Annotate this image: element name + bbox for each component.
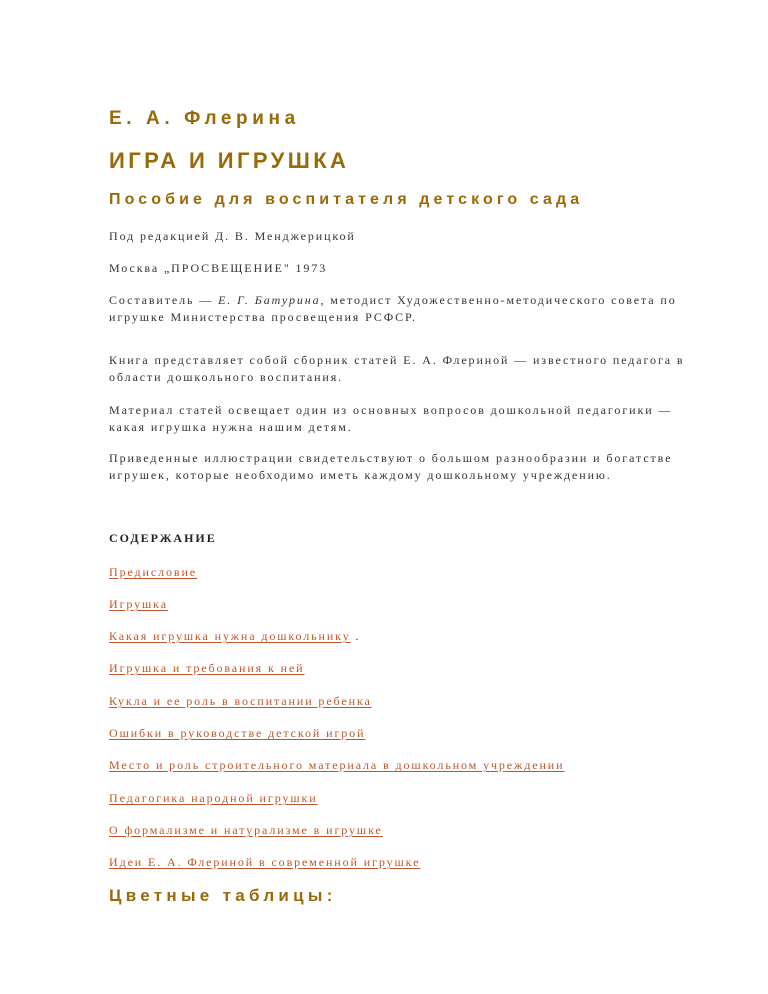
toc-link-requirements[interactable]: Игрушка и требования к ней <box>109 661 305 675</box>
toc-item <box>109 661 305 676</box>
toc-item <box>109 726 365 741</box>
compiler-prefix: Составитель — <box>109 293 219 307</box>
color-tables-heading: Цветные таблицы: <box>109 886 337 905</box>
annotation-paragraph: Приведенные иллюстрации свидетельствуют о большом разнообразии и богатстве игрушек, которые необходимо иметь каждому дошкольному учреждению. <box>109 451 673 482</box>
toc-item-suffix: . <box>350 629 361 643</box>
toc-link-ideas[interactable]: Идеи Е. А. Флериной в современной игрушке <box>109 855 421 869</box>
toc-link-formalism[interactable]: О формализме и натурализме в игрушке <box>109 823 383 837</box>
toc-link-building-material[interactable]: Место и роль строительного материала в дошкольном учреждении <box>109 758 565 772</box>
toc-item <box>109 758 564 773</box>
editor-line: Под редакцией Д. В. Менджерицкой <box>109 229 356 243</box>
toc-link-doll[interactable]: Кукла и ее роль в воспитании ребенка <box>109 694 372 708</box>
compiler-suffix: методист Художественно-методического совета по игрушке Министерства просвещения РСФСР. <box>109 293 677 324</box>
author-name: Е. А. Флерина <box>109 108 300 129</box>
toc-link-preface[interactable]: Предисловие <box>109 565 197 579</box>
toc-item <box>109 565 197 580</box>
book-title: ИГРА И ИГРУШКА <box>109 148 350 173</box>
toc-link-which-toy[interactable]: Какая игрушка нужна дошкольнику <box>109 629 351 643</box>
toc-link-toy[interactable]: Игрушка <box>109 597 168 611</box>
toc-item <box>109 597 168 612</box>
annotation-paragraph: Книга представляет собой сборник статей Е. А. Флериной — известного педагога в области дошкольного воспитания. <box>109 353 685 384</box>
toc-link-mistakes[interactable]: Ошибки в руководстве детской игрой <box>109 726 366 740</box>
toc-item <box>109 694 372 709</box>
toc-item <box>109 823 383 838</box>
book-subtitle: Пособие для воспитателя детского сада <box>109 191 584 208</box>
toc-heading: СОДЕРЖАНИЕ <box>109 531 217 545</box>
toc-item <box>109 629 360 644</box>
toc-item <box>109 791 318 806</box>
publisher-line: Москва „ПРОСВЕЩЕНИЕ" 1973 <box>109 261 328 275</box>
compiler-paragraph <box>109 292 709 326</box>
annotation-paragraph: Материал статей освещает один из основных вопросов дошкольной педагогики — какая игрушка нужна нашим детям. <box>109 403 673 434</box>
toc-link-folk-toy[interactable]: Педагогика народной игрушки <box>109 791 318 805</box>
toc-item <box>109 855 420 870</box>
compiler-name: Е. Г. Батурина, <box>218 293 326 307</box>
